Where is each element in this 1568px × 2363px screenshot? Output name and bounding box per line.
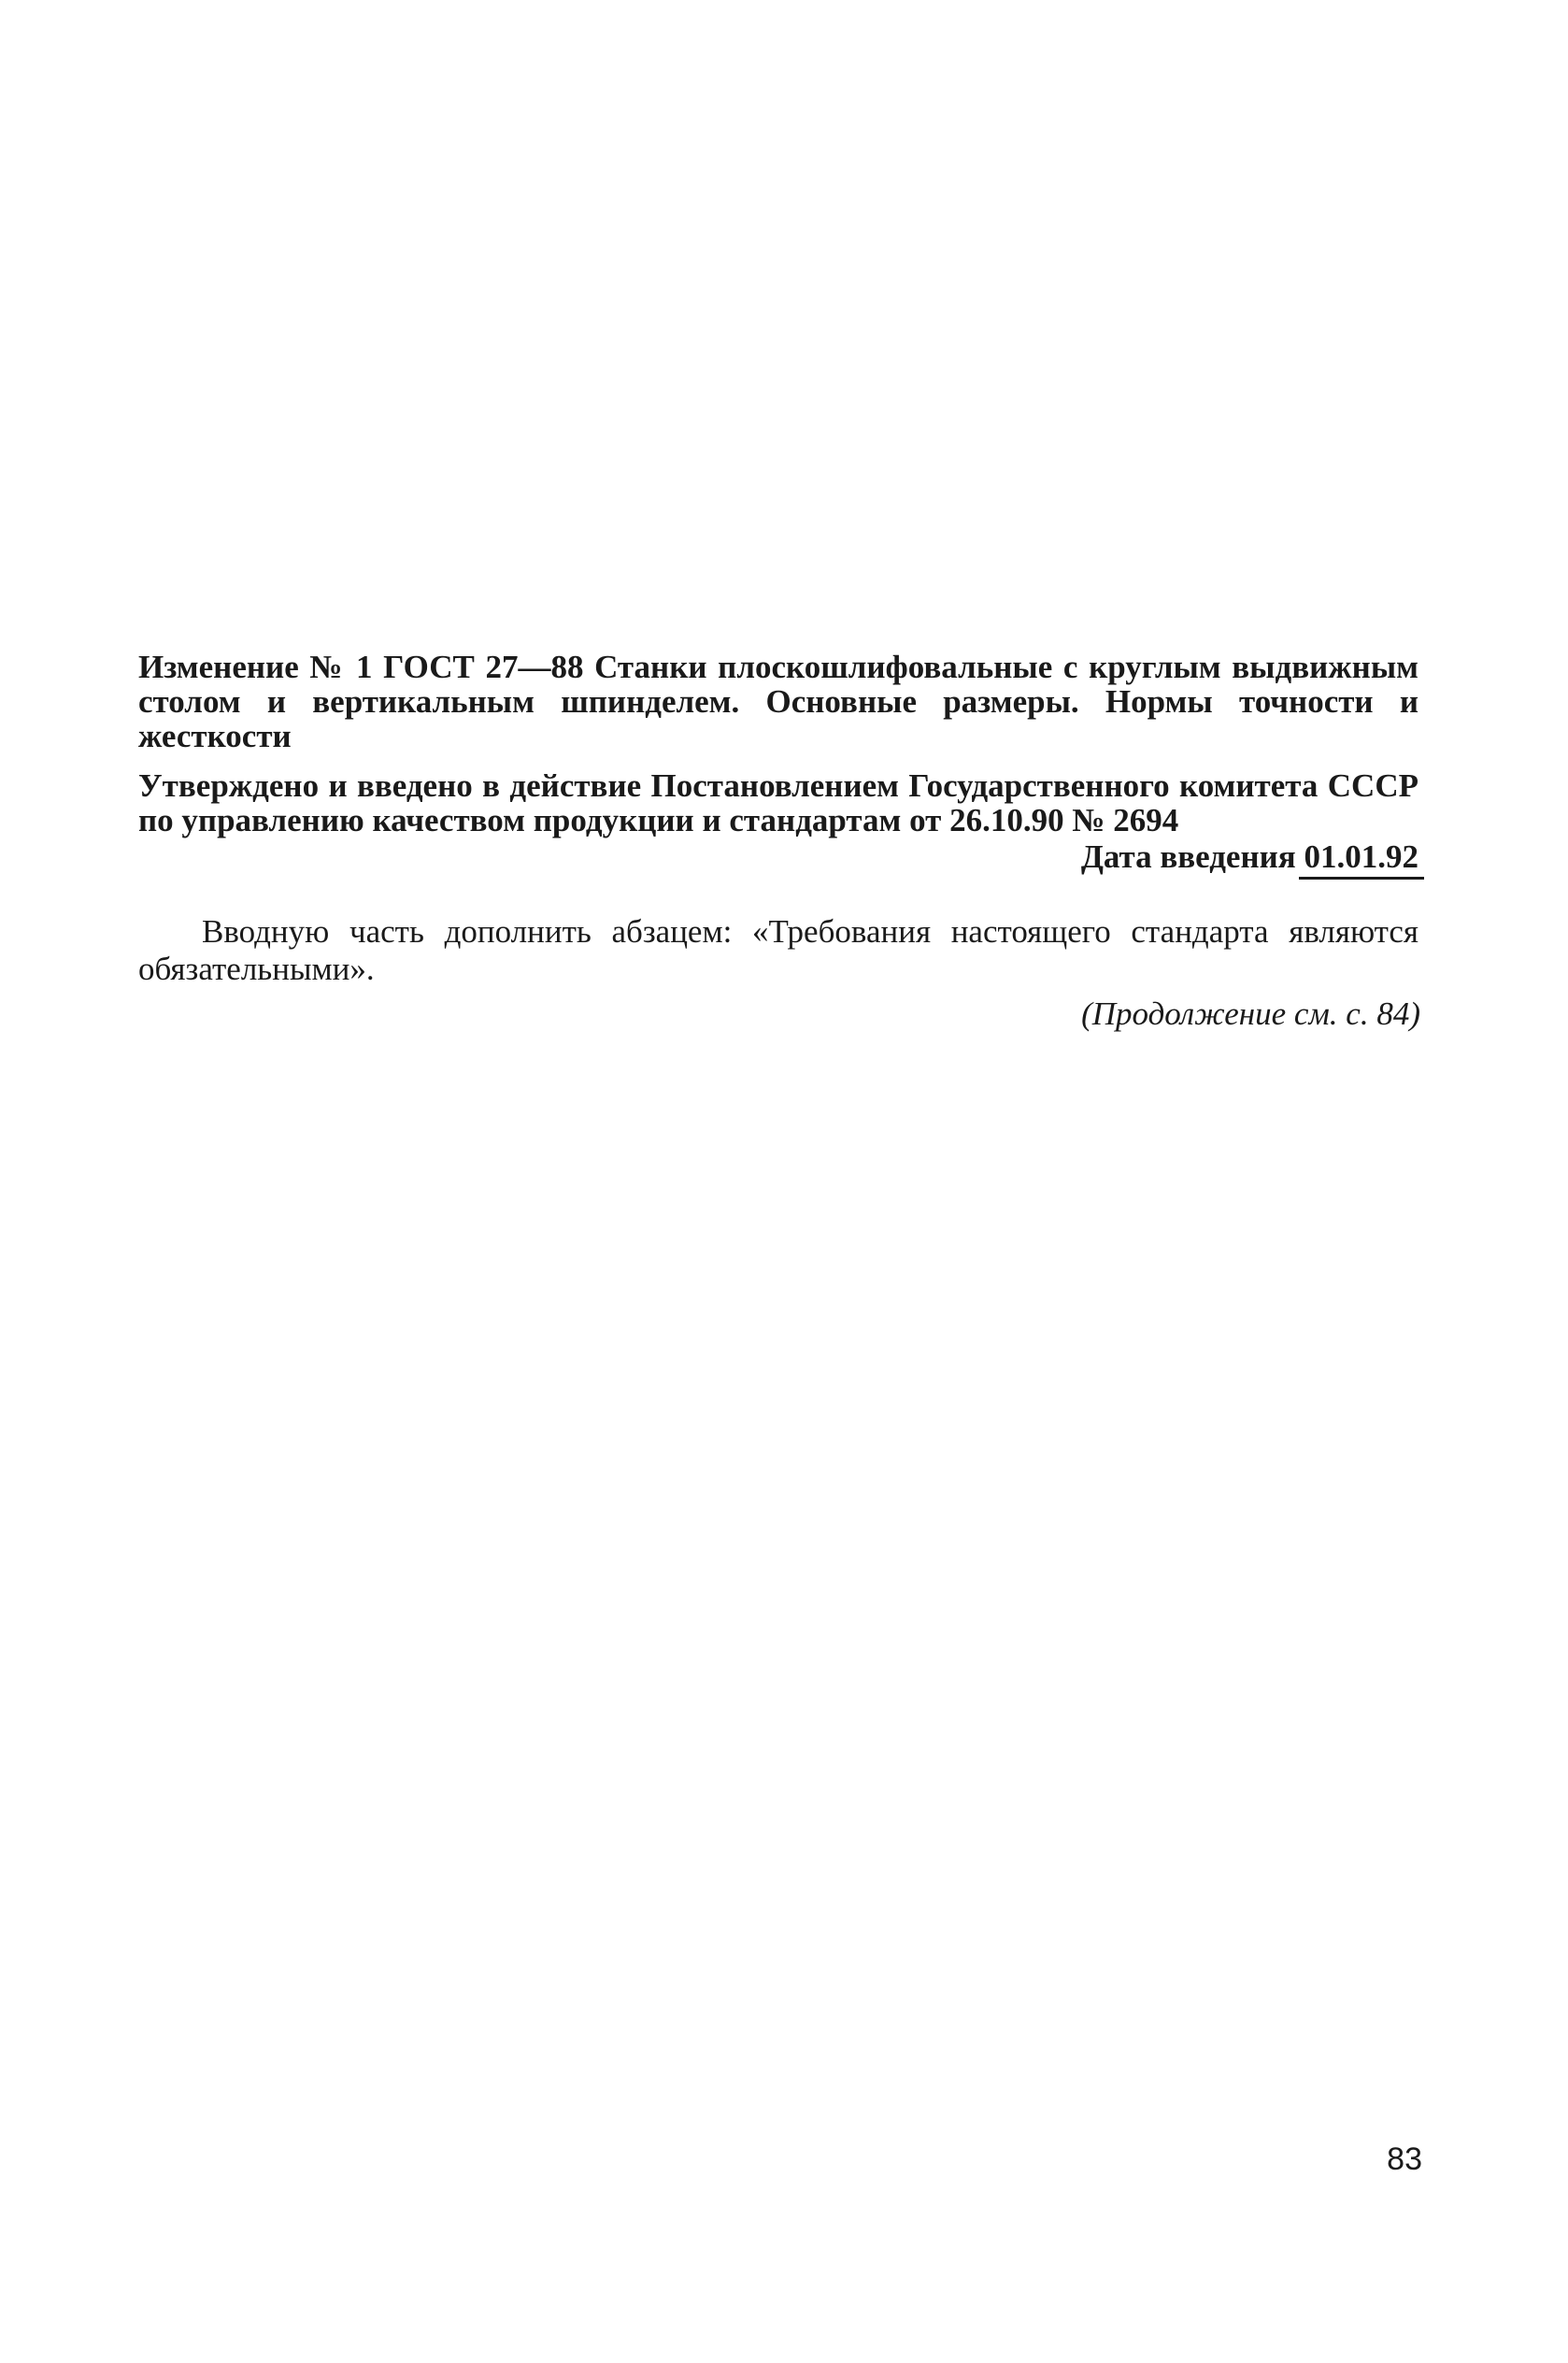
continuation-note: (Продолжение см. с. 84) bbox=[1081, 995, 1420, 1032]
date-underline bbox=[1299, 877, 1425, 880]
amendment-heading: Изменение № 1 ГОСТ 27—88 Станки плоскошлифовальные с круглым выдвижным столом и вертикальным шпинделем. Основные размеры. Нормы точности и жесткости bbox=[138, 649, 1418, 754]
effective-date-value-wrap bbox=[1304, 839, 1419, 874]
approval-statement: Утверждено и введено в действие Постановлением Государственного комитета СССР по управлению качеством продукции и стандартам от 26.10.90 № 2694 bbox=[138, 767, 1418, 838]
effective-date-value: 01.01.92 bbox=[1304, 838, 1418, 875]
body-paragraph: Вводную часть дополнить абзацем: «Требования настоящего стандарта являются обязательными». bbox=[138, 913, 1418, 987]
effective-date-label: Дата введения bbox=[1080, 838, 1296, 875]
page-number: 83 bbox=[1387, 2141, 1422, 2177]
effective-date-line bbox=[1081, 839, 1418, 874]
